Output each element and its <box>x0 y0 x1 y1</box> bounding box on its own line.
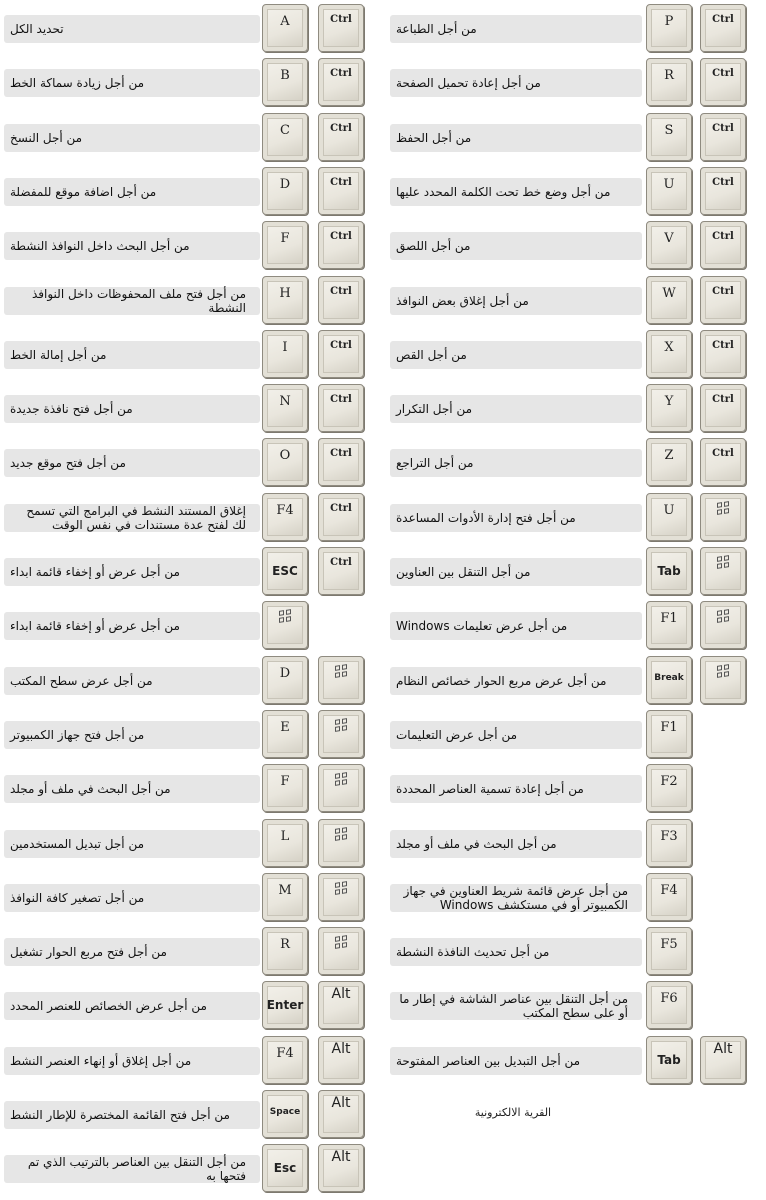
key-label: Ctrl <box>712 14 734 25</box>
key-ctrl <box>700 58 746 106</box>
key-o <box>262 438 308 486</box>
key-r <box>646 58 692 106</box>
shortcut-row <box>0 925 372 979</box>
shortcut-description: من أجل عرض مربع الحوار خصائص النظام <box>396 673 607 688</box>
key-label: D <box>279 665 291 681</box>
shortcut-row <box>388 436 760 490</box>
shortcut-description: من أجل فتح موقع جديد <box>10 456 126 471</box>
key-f4 <box>262 1036 308 1084</box>
key-label: U <box>663 176 675 192</box>
windows-logo-icon <box>335 718 347 732</box>
shortcut-description-bar <box>4 721 260 749</box>
key-ctrl <box>318 167 364 215</box>
key-f4 <box>646 873 692 921</box>
shortcut-row <box>0 979 372 1033</box>
key-label: Alt <box>331 1095 351 1111</box>
key-f1 <box>646 710 692 758</box>
windows-logo-icon <box>717 664 729 678</box>
key-tab <box>646 547 692 595</box>
key-ctrl <box>318 547 364 595</box>
key-label: Ctrl <box>712 68 734 80</box>
windows-key <box>318 927 364 975</box>
windows-logo-icon <box>717 555 729 569</box>
key-x <box>646 330 692 378</box>
key-label: Ctrl <box>330 122 352 134</box>
shortcut-description: من أجل الحفظ <box>396 130 472 145</box>
windows-key <box>318 873 364 921</box>
shortcut-row <box>388 382 760 436</box>
key-label: Ctrl <box>330 14 352 25</box>
key-e <box>262 710 308 758</box>
key-ctrl <box>700 384 746 432</box>
shortcut-description-bar <box>4 775 260 803</box>
shortcut-row <box>0 708 372 762</box>
shortcut-description-bar <box>390 721 642 749</box>
key-label: W <box>662 285 676 301</box>
key-label: R <box>664 68 674 84</box>
key-alt <box>318 1090 364 1138</box>
shortcut-row <box>0 274 372 328</box>
shortcut-row <box>388 1034 760 1088</box>
key-tab <box>646 1036 692 1084</box>
key-label: Ctrl <box>330 176 352 188</box>
shortcut-description: من أجل فتح إدارة الأدوات المساعدة <box>396 510 576 525</box>
key-label: I <box>282 339 288 355</box>
shortcut-description-bar <box>390 775 642 803</box>
shortcut-description: من أجل التبديل بين العناصر المفتوحة <box>396 1053 581 1068</box>
windows-logo-icon <box>335 881 347 895</box>
windows-key <box>700 656 746 704</box>
windows-key <box>700 601 746 649</box>
shortcut-description: من أجل زيادة سماكة الخط <box>10 76 145 91</box>
key-alt <box>700 1036 746 1084</box>
shortcut-description-bar <box>390 884 642 912</box>
shortcut-description-bar <box>4 395 260 423</box>
shortcut-row <box>388 2 760 56</box>
shortcut-description-bar <box>4 1155 260 1183</box>
key-v <box>646 221 692 269</box>
key-m <box>262 873 308 921</box>
key-label: F5 <box>660 937 678 953</box>
key-label: S <box>664 122 674 138</box>
key-esc <box>262 1144 308 1192</box>
key-f <box>262 221 308 269</box>
key-label: O <box>279 448 291 464</box>
key-label: F4 <box>276 1045 294 1061</box>
key-label: Space <box>269 1107 301 1117</box>
key-label: D <box>279 176 291 192</box>
shortcut-row <box>0 2 372 56</box>
key-label: U <box>663 502 675 518</box>
shortcut-description: من أجل وضع خط تحت الكلمة المحدد عليها <box>396 184 611 199</box>
shortcut-description: من أجل عرض سطح المكتب <box>10 673 153 688</box>
shortcut-description: من أجل البحث في ملف أو مجلد <box>396 836 557 851</box>
shortcut-row <box>0 328 372 382</box>
key-label: Y <box>664 394 674 410</box>
shortcut-description-bar <box>390 504 642 532</box>
key-label: B <box>280 68 290 84</box>
key-label: Z <box>664 448 674 464</box>
key-label: P <box>664 14 674 29</box>
key-label: C <box>280 122 290 138</box>
shortcut-description: من أجل فتح ملف المحفوظات داخل النوافذ النشطة <box>31 286 246 315</box>
shortcut-row <box>388 762 760 816</box>
shortcut-description-bar <box>4 830 260 858</box>
key-a <box>262 4 308 52</box>
shortcut-description-bar <box>4 667 260 695</box>
key-label: E <box>280 719 290 735</box>
shortcut-row <box>0 545 372 599</box>
shortcut-description: من أجل القص <box>396 347 467 362</box>
shortcut-row <box>0 165 372 219</box>
shortcut-description: من أجل الطباعة <box>396 22 477 36</box>
shortcut-description: من أجل عرض تعليمات Windows <box>396 619 568 634</box>
shortcut-description-bar <box>4 884 260 912</box>
windows-logo-icon <box>335 772 347 786</box>
key-h <box>262 276 308 324</box>
key-label: F4 <box>660 882 678 898</box>
shortcut-description-bar <box>390 341 642 369</box>
shortcut-row <box>388 491 760 545</box>
windows-logo-icon <box>335 664 347 678</box>
shortcut-description: من أجل عرض أو إخفاء قائمة ابداء <box>10 619 180 634</box>
key-c <box>262 113 308 161</box>
shortcut-description: من أجل تبديل المستخدمين <box>10 836 145 851</box>
shortcut-description: من أجل عرض التعليمات <box>396 727 518 742</box>
key-label: Alt <box>331 1149 351 1166</box>
shortcut-description: من أجل التنقل بين عناصر الشاشة في إطار ما أو على سطح المكتب <box>399 992 628 1021</box>
key-ctrl <box>700 221 746 269</box>
key-label: A <box>280 14 290 29</box>
shortcut-description: من أجل فتح القائمة المختصرة للإطار النشط <box>10 1108 230 1122</box>
shortcut-description-bar <box>390 449 642 477</box>
shortcut-description-bar <box>390 15 642 43</box>
key-ctrl <box>700 167 746 215</box>
shortcut-row <box>388 165 760 219</box>
key-label: F4 <box>276 502 294 518</box>
key-label: Ctrl <box>330 231 352 243</box>
shortcut-row <box>0 382 372 436</box>
shortcut-description-bar <box>4 938 260 966</box>
key-f <box>262 764 308 812</box>
shortcut-row <box>0 871 372 925</box>
key-ctrl <box>318 58 364 106</box>
shortcut-row <box>0 654 372 708</box>
shortcut-description: من أجل تحديث النافذة النشطة <box>396 945 550 960</box>
key-label: M <box>278 882 292 898</box>
shortcut-description: من أجل تصغير كافة النوافذ <box>10 890 145 905</box>
shortcut-description: من أجل اللصق <box>396 239 471 254</box>
shortcut-row <box>0 1034 372 1088</box>
key-f6 <box>646 981 692 1029</box>
shortcut-description: من أجل البحث في ملف أو مجلد <box>10 782 171 797</box>
key-label: Ctrl <box>712 448 734 460</box>
key-d <box>262 167 308 215</box>
shortcut-description-bar <box>390 124 642 152</box>
shortcut-row <box>0 1142 372 1196</box>
key-ctrl <box>318 276 364 324</box>
shortcut-description-bar <box>4 612 260 640</box>
key-b <box>262 58 308 106</box>
key-s <box>646 113 692 161</box>
key-ctrl <box>318 221 364 269</box>
shortcut-row <box>388 56 760 110</box>
key-label: Ctrl <box>712 394 734 406</box>
windows-key <box>318 764 364 812</box>
key-ctrl <box>318 438 364 486</box>
key-label: Ctrl <box>330 285 352 297</box>
shortcut-description-bar <box>4 558 260 586</box>
shortcut-description: إغلاق المستند النشط في البرامج التي تسمح لك لفتح عدة مستندات في نفس الوقت <box>26 503 246 532</box>
shortcut-row <box>388 111 760 165</box>
key-l <box>262 819 308 867</box>
key-r <box>262 927 308 975</box>
key-label: N <box>279 394 291 410</box>
key-u <box>646 167 692 215</box>
key-ctrl <box>318 493 364 541</box>
shortcut-row <box>0 599 372 653</box>
key-w <box>646 276 692 324</box>
key-label: F <box>280 774 290 790</box>
key-ctrl <box>700 438 746 486</box>
shortcut-description-bar <box>390 287 642 315</box>
shortcut-row <box>0 1088 372 1142</box>
shortcut-row <box>388 871 760 925</box>
shortcut-row <box>388 817 760 871</box>
key-f5 <box>646 927 692 975</box>
key-ctrl <box>700 4 746 52</box>
key-n <box>262 384 308 432</box>
key-f1 <box>646 601 692 649</box>
shortcut-description: من أجل عرض أو إخفاء قائمة ابداء <box>10 565 180 579</box>
key-label: L <box>280 828 290 844</box>
key-label: Alt <box>331 986 351 1003</box>
shortcut-description-bar <box>390 830 642 858</box>
key-label: Ctrl <box>712 122 734 134</box>
shortcut-description-bar <box>390 395 642 423</box>
key-label: Ctrl <box>712 176 734 188</box>
shortcut-description: من أجل البحث داخل النوافذ النشطة <box>10 239 190 254</box>
shortcut-description-bar <box>390 667 642 695</box>
shortcut-row <box>388 274 760 328</box>
key-label: Ctrl <box>330 394 352 406</box>
key-label: F6 <box>660 991 678 1007</box>
key-label: R <box>280 937 290 953</box>
windows-key <box>700 493 746 541</box>
windows-logo-icon <box>717 501 729 515</box>
key-label: Ctrl <box>330 502 352 514</box>
shortcut-description-bar <box>390 992 642 1020</box>
shortcut-description-bar <box>4 124 260 152</box>
shortcut-row <box>388 925 760 979</box>
shortcut-description-bar <box>4 449 260 477</box>
shortcut-description: من أجل التراجع <box>396 456 474 471</box>
footer-credit: القرية الالكترونية <box>474 1106 552 1119</box>
shortcut-description-bar <box>390 558 642 586</box>
windows-logo-icon <box>335 827 347 841</box>
key-label: Ctrl <box>712 231 734 243</box>
key-f4 <box>262 493 308 541</box>
key-label: F1 <box>660 719 678 735</box>
shortcut-row <box>0 219 372 273</box>
shortcut-row <box>388 599 760 653</box>
shortcut-description: من أجل النسخ <box>10 130 83 145</box>
shortcut-description: تحديد الكل <box>10 22 64 36</box>
windows-key <box>700 547 746 595</box>
shortcut-description-bar <box>4 69 260 97</box>
key-space <box>262 1090 308 1138</box>
key-label: V <box>664 231 674 247</box>
key-u <box>646 493 692 541</box>
shortcut-description-bar <box>390 69 642 97</box>
key-alt <box>318 1144 364 1192</box>
shortcut-row <box>388 708 760 762</box>
windows-key <box>318 710 364 758</box>
shortcut-row <box>0 436 372 490</box>
shortcut-description: من أجل إغلاق أو إنهاء العنصر النشط <box>10 1053 192 1068</box>
shortcut-description-bar <box>4 1047 260 1075</box>
key-f2 <box>646 764 692 812</box>
key-label: Esc <box>273 1161 297 1176</box>
key-alt <box>318 1036 364 1084</box>
shortcut-row <box>388 979 760 1033</box>
key-p <box>646 4 692 52</box>
key-ctrl <box>318 330 364 378</box>
key-d <box>262 656 308 704</box>
key-label: H <box>279 285 291 301</box>
shortcut-description-bar <box>4 15 260 43</box>
shortcut-row <box>0 56 372 110</box>
key-alt <box>318 981 364 1029</box>
key-label: F3 <box>660 828 678 844</box>
shortcut-description-bar <box>390 938 642 966</box>
shortcut-description: من أجل التكرار <box>396 402 473 417</box>
shortcut-description-bar <box>4 341 260 369</box>
key-label: Alt <box>331 1040 351 1057</box>
key-label: Ctrl <box>330 557 352 568</box>
key-y <box>646 384 692 432</box>
key-label: X <box>664 339 674 355</box>
shortcut-description: من أجل التنقل بين العناصر بالترتيب الذي تم فتحها به <box>27 1155 246 1184</box>
key-ctrl <box>318 113 364 161</box>
shortcut-row <box>0 111 372 165</box>
key-label: ESC <box>272 564 298 578</box>
key-label: Tab <box>657 1052 681 1067</box>
windows-key <box>318 819 364 867</box>
shortcut-description: من أجل إمالة الخط <box>10 347 107 362</box>
shortcut-row <box>0 817 372 871</box>
shortcut-description-bar <box>4 232 260 260</box>
key-ctrl <box>318 384 364 432</box>
shortcut-description-bar <box>4 992 260 1020</box>
key-label: Break <box>654 672 684 683</box>
windows-logo-icon <box>717 609 729 623</box>
shortcut-description: من أجل اضافة موقع للمفضلة <box>10 184 157 199</box>
shortcut-description-bar <box>390 178 642 206</box>
key-label: F2 <box>660 774 678 790</box>
shortcut-description: من أجل التنقل بين العناوين <box>396 565 531 579</box>
windows-key <box>318 656 364 704</box>
key-ctrl <box>700 276 746 324</box>
shortcut-description: من أجل إغلاق بعض النوافذ <box>396 293 529 308</box>
key-label: Enter <box>266 998 304 1013</box>
key-label: Ctrl <box>712 285 734 297</box>
key-label: F <box>280 231 290 247</box>
shortcut-row <box>388 328 760 382</box>
shortcut-description-bar <box>4 1101 260 1129</box>
key-label: Tab <box>657 564 681 578</box>
shortcut-row <box>0 491 372 545</box>
windows-key <box>262 601 308 649</box>
key-ctrl <box>700 330 746 378</box>
shortcut-description: من أجل فتح نافذة جديدة <box>10 402 133 417</box>
key-enter <box>262 981 308 1029</box>
key-esc <box>262 547 308 595</box>
shortcut-row <box>388 219 760 273</box>
shortcut-row <box>388 654 760 708</box>
key-label: F1 <box>660 611 678 627</box>
key-label: Ctrl <box>712 339 734 351</box>
shortcut-description: من أجل عرض قائمة شريط العناوين في جهاز الكمبيوتر أو في مستكشف Windows <box>403 883 628 912</box>
key-break <box>646 656 692 704</box>
key-label: Ctrl <box>330 68 352 80</box>
shortcut-description-bar <box>4 178 260 206</box>
shortcut-description: من أجل عرض الخصائص للعنصر المحدد <box>10 999 207 1014</box>
shortcut-description: من أجل فتح مربع الحوار تشغيل <box>10 945 167 960</box>
shortcut-row <box>388 545 760 599</box>
shortcut-description-bar <box>390 1047 642 1075</box>
shortcut-row <box>0 762 372 816</box>
key-ctrl <box>318 4 364 52</box>
key-ctrl <box>700 113 746 161</box>
shortcut-description: من أجل إعادة تحميل الصفحة <box>396 76 541 91</box>
shortcut-description: من أجل إعادة تسمية العناصر المحددة <box>396 782 584 797</box>
shortcut-description-bar <box>390 232 642 260</box>
key-label: Ctrl <box>330 448 352 460</box>
shortcut-description-bar <box>4 504 260 532</box>
shortcut-description: من أجل فتح جهاز الكمبيوتر <box>10 727 145 742</box>
shortcut-description-bar <box>4 287 260 315</box>
shortcut-description-bar <box>390 612 642 640</box>
key-z <box>646 438 692 486</box>
key-label: Alt <box>713 1040 733 1057</box>
windows-logo-icon <box>279 609 291 623</box>
key-i <box>262 330 308 378</box>
key-label: Ctrl <box>330 339 352 351</box>
windows-logo-icon <box>335 935 347 949</box>
key-f3 <box>646 819 692 867</box>
